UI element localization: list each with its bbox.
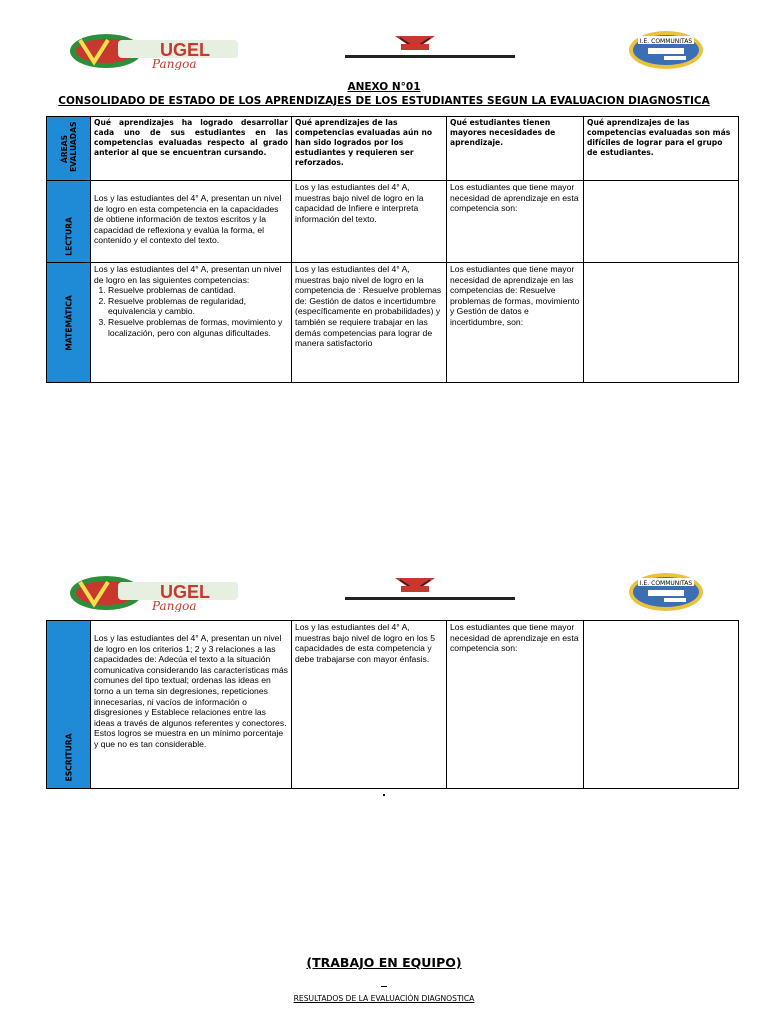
lectura-necesidades: Los estudiantes que tiene mayor necesidad de aprendizaje en esta competencia son:	[447, 181, 584, 263]
consolidado-title: CONSOLIDADO DE ESTADO DE LOS APRENDIZAJES DE LOS ESTUDIANTES SEGUN LA EVALUACION DIAGNOSTICA	[58, 95, 710, 107]
row-lectura	[47, 181, 739, 263]
svg-text:I.E. COMMUNITAS: I.E. COMMUNITAS	[639, 38, 693, 45]
list-item: 1. Resuelve problemas de cantidad.	[108, 285, 288, 296]
lectura-dificiles	[584, 181, 739, 263]
area-cell-lectura	[47, 181, 91, 263]
area-cell-escritura	[47, 621, 91, 789]
matematica-competencias-list	[94, 285, 288, 338]
consolidado-table	[46, 116, 739, 383]
matematica-dificiles	[584, 263, 739, 383]
svg-text:Pangoa: Pangoa	[152, 599, 197, 612]
header-logos-top	[0, 28, 768, 88]
matematica-logrados: Los y las estudiantes del 4° A, presentan un nivel de logro en las siguientes competencias: 1. Resuelve problemas de cantidad. 2. Resuelve problemas de regularidad, equivalencia y cambio. 3. Resuelve problemas de formas, movimiento y localización, pero con algunas dificultades.	[91, 263, 292, 383]
area-header-cell	[47, 117, 91, 181]
escritura-table	[46, 620, 739, 789]
document-title	[0, 80, 768, 108]
area-cell-matematica	[47, 263, 91, 383]
svg-text:I.E. COMMUNITAS: I.E. COMMUNITAS	[639, 580, 693, 587]
school-logo	[628, 30, 704, 70]
escritura-no-logrados: Los y las estudiantes del 4° A, muestras bajo nivel de logro en los 5 capacidades de esta competencia y debe trabajarse con mayor énfasis.	[292, 621, 447, 789]
school-logo	[628, 572, 704, 612]
row-matematica	[47, 263, 739, 383]
row-escritura	[47, 621, 739, 789]
escritura-label: ESCRITURA	[64, 733, 73, 781]
svg-text:Pangoa: Pangoa	[152, 57, 197, 70]
header-col-necesidades: Qué estudiantes tienen mayores necesidades de aprendizaje.	[447, 117, 584, 181]
table-header-row	[47, 117, 739, 181]
escritura-logrados: Los y las estudiantes del 4° A, presentan un nivel de logro en los criterios 1; 2 y 3 relaciones a las capacidades de: Adecúa el texto a la situación comunicativa considerando las características más comunes del tipo textual; ordenas las ideas en torno a un tema sin degresiones, repeticiones innecesarias, ni vacíos de información o disgresiones y Establece relaciones entre las ideas a través de algunos referentes y conectores. Estos logros se muestra en un mínimo porcentaje y que no es tan considerable.	[91, 621, 292, 789]
divider	[381, 986, 387, 987]
resultados-heading: RESULTADOS DE LA EVALUACIÓN DIAGNOSTICA	[293, 994, 475, 1003]
list-item: 3. Resuelve problemas de formas, movimiento y localización, pero con algunas dificultades.	[108, 317, 288, 338]
matematica-label: MATEMÁTICA	[64, 294, 73, 351]
ugel-logo	[70, 574, 240, 612]
escritura-dificiles	[584, 621, 739, 789]
header-col-no-logrados: Qué aprendizajes de las competencias evaluadas aún no han sido logrados por los estudiantes y requieren ser reforzados.	[292, 117, 447, 181]
svg-text:UGEL: UGEL	[160, 582, 211, 602]
ugel-logo	[70, 32, 240, 70]
header-col-dificiles: Qué aprendizajes de las competencias evaluadas son más difíciles de lograr para el grupo de estudiantes.	[584, 117, 739, 181]
list-item: 2. Resuelve problemas de regularidad, equivalencia y cambio.	[108, 296, 288, 317]
trabajo-en-equipo-heading: (TRABAJO EN EQUIPO)	[306, 955, 462, 970]
matematica-no-logrados: Los y las estudiantes del 4° A, muestras bajo nivel de logro en la competencia de : Resuelve problemas de: Gestión de datos e incertidumbre (específicamente en probabilidades) y también se requiere trabajar en las demás competencias para lograr de manera satisfactorio	[292, 263, 447, 383]
escritura-necesidades: Los estudiantes que tiene mayor necesidad de aprendizaje en esta competencia son:	[447, 621, 584, 789]
header-col-logrados: Qué aprendizajes ha logrado desarrollar cada uno de sus estudiantes en las competencias evaluadas respecto al grado anterior al que se encuentran cursando.	[91, 117, 292, 181]
lectura-logrados: Los y las estudiantes del 4° A, presentan un nivel de logro en esta competencia en la capacidades de obtiene información de textos escritos y la capacidad de reflexiona y evalúa la forma, el contenido y el contexto del texto.	[91, 181, 292, 263]
matematica-necesidades: Los estudiantes que tiene mayor necesidad de aprendizaje en las competencias de: Resuelve problemas de formas, movimiento y Gestión de datos e incertidumbre, son:	[447, 263, 584, 383]
lectura-no-logrados: Los y las estudiantes del 4° A, muestras bajo nivel de logro en la capacidad de Infiere e interpreta información del texto.	[292, 181, 447, 263]
lectura-label: LECTURA	[64, 216, 73, 256]
annex-title: ANEXO N°01	[347, 81, 421, 93]
areas-evaluadas-label: ÁREAS EVALUADAS	[59, 121, 78, 172]
drej-logo	[345, 572, 515, 606]
drej-logo	[345, 30, 515, 64]
stray-dot	[383, 794, 385, 796]
svg-text:UGEL: UGEL	[160, 40, 211, 60]
